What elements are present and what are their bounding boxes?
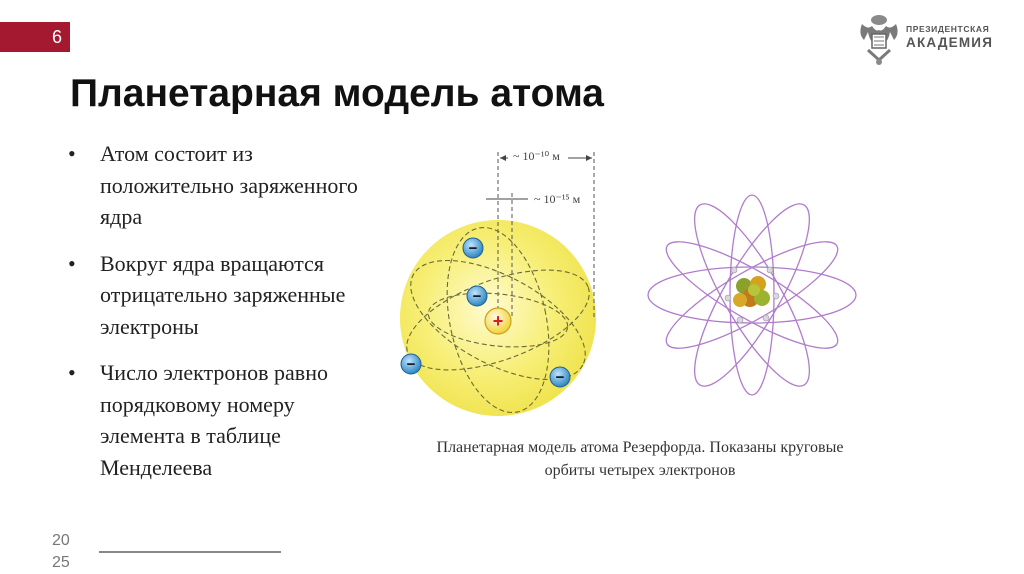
- caption-line-2: орбиты четырех электронов: [544, 462, 736, 479]
- bullet-text: Атом состоит из положительно заряженного ядра: [100, 141, 358, 229]
- bullet-list: [68, 138, 368, 498]
- electron: [401, 354, 421, 374]
- year-bottom: 25: [52, 554, 70, 571]
- atom-size-label: ~ 10⁻¹⁰ м: [513, 149, 560, 163]
- orbital-atom-illustration: [648, 191, 856, 399]
- year-top: 20: [52, 532, 70, 549]
- bullet-item: [68, 248, 368, 343]
- nucleus-size-label: ~ 10⁻¹⁵ м: [534, 192, 581, 206]
- bullet-marker: •: [68, 250, 76, 276]
- nucleus-plus-icon: +: [492, 311, 504, 331]
- footer-divider: [99, 551, 281, 553]
- bullet-text: Число электронов равно порядковому номеру элемента в таблице Менделеева: [100, 360, 328, 480]
- electron-minus-icon: −: [555, 369, 565, 386]
- double-headed-eagle-icon: [858, 10, 900, 68]
- caption-line-1: Планетарная модель атома Резерфорда. Показаны круговые: [436, 439, 844, 456]
- slide-title: Планетарная модель атома: [70, 72, 604, 115]
- slide-number: 6: [51, 27, 62, 47]
- year-label: [52, 530, 70, 574]
- nucleus-cluster: [733, 276, 770, 307]
- electron-minus-icon: −: [472, 288, 482, 305]
- bullet-item: [68, 138, 368, 233]
- bullet-item: [68, 357, 368, 483]
- electron-minus-icon: −: [406, 356, 416, 373]
- bullet-marker: •: [68, 360, 76, 385]
- bullet-text: Вокруг ядра вращаются отрицательно заряженные электроны: [100, 250, 346, 339]
- nucleus: [485, 308, 511, 334]
- academy-logo: [858, 10, 998, 70]
- rutherford-atom-diagram: [393, 147, 604, 422]
- figure-caption: [410, 436, 870, 482]
- electron-minus-icon: −: [468, 240, 478, 257]
- electron: [467, 286, 487, 306]
- electron: [550, 367, 570, 387]
- slide-number-badge: [0, 22, 70, 52]
- bullet-marker: •: [68, 141, 76, 166]
- logo-line-1: ПРЕЗИДЕНТСКАЯ: [906, 24, 990, 34]
- electron: [463, 238, 483, 258]
- logo-line-2: АКАДЕМИЯ: [906, 35, 994, 50]
